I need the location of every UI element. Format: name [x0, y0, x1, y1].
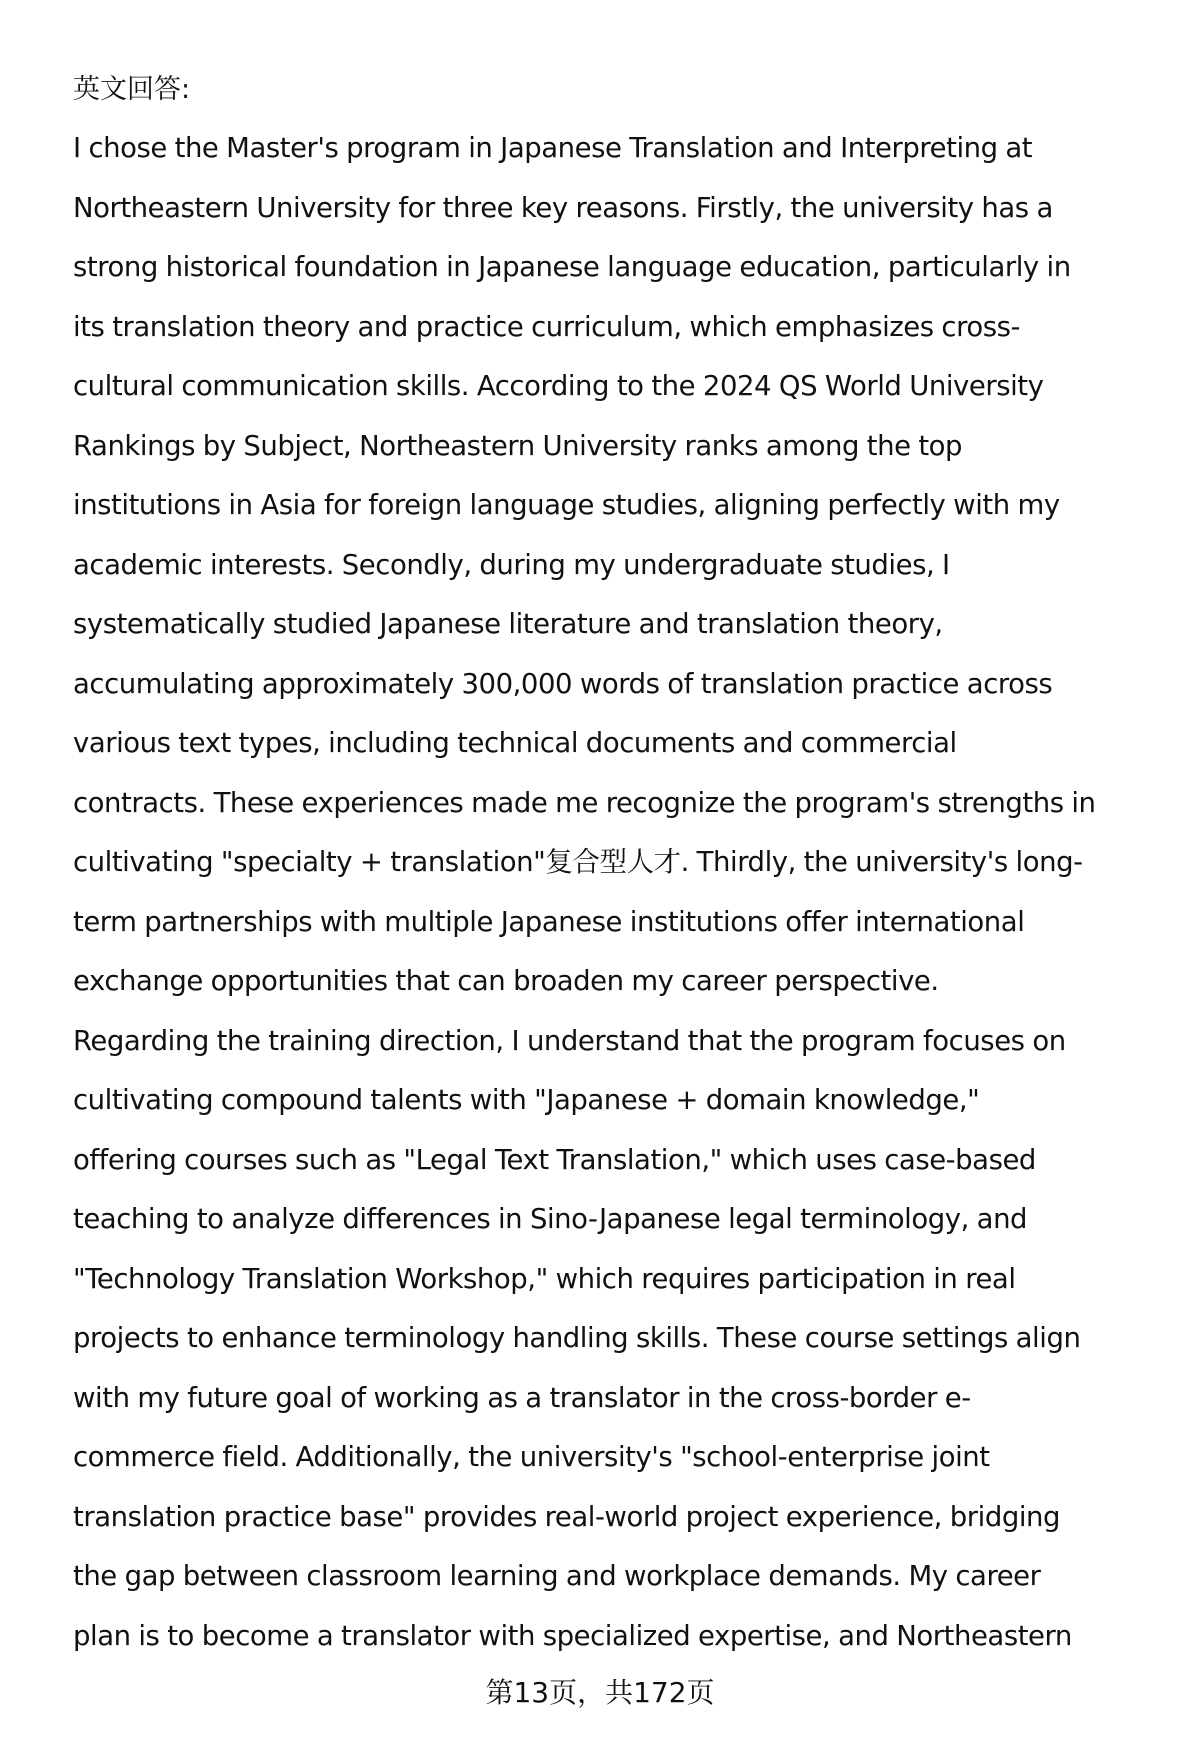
- text-line: plan is to become a translator with specialized expertise, and Northeastern: [73, 1619, 1072, 1652]
- text-line: offering courses such as "Legal Text Translation," which uses case-based: [73, 1143, 1036, 1176]
- text-line: exchange opportunities that can broaden my career perspective.: [73, 965, 939, 997]
- text-line: cultural communication skills. According to the 2024 QS World University: [73, 370, 1044, 402]
- text-line: cultivating compound talents with "Japanese + domain knowledge,": [73, 1084, 980, 1116]
- text-line: commerce field. Additionally, the university's "school-enterprise joint: [73, 1441, 990, 1473]
- text-line: various text types, including technical documents and commercial: [73, 727, 957, 759]
- text-line: Northeastern University for three key reasons. Firstly, the university has a: [73, 191, 1053, 224]
- text-line: teaching to analyze differences in Sino-Japanese legal terminology, and: [73, 1203, 1028, 1235]
- text-line: its translation theory and practice curriculum, which emphasizes cross-: [73, 310, 1020, 343]
- text-line: projects to enhance terminology handling skills. These course settings align: [73, 1322, 1081, 1354]
- text-line: Regarding the training direction, I understand that the program focuses on: [73, 1024, 1066, 1057]
- answer-body: [73, 128, 1193, 1675]
- text-line: "Technology Translation Workshop," which requires participation in real: [73, 1262, 1016, 1295]
- text-line: contracts. These experiences made me recognize the program's strengths in: [73, 786, 1096, 819]
- text-line: accumulating approximately 300,000 words of translation practice across: [73, 667, 1053, 700]
- text-line: cultivating "specialty + translation"复合型人才. Thirdly, the university's long-: [73, 846, 1083, 878]
- text-line: term partnerships with multiple Japanese institutions offer international: [73, 905, 1025, 938]
- text-line: Rankings by Subject, Northeastern University ranks among the top: [73, 429, 963, 462]
- text-line: the gap between classroom learning and workplace demands. My career: [73, 1560, 1041, 1592]
- text-line: academic interests. Secondly, during my undergraduate studies, I: [73, 548, 950, 581]
- text-line: systematically studied Japanese literature and translation theory,: [73, 608, 943, 640]
- text-line: strong historical foundation in Japanese language education, particularly in: [73, 251, 1071, 283]
- section-heading: 英文回答:: [73, 74, 191, 105]
- page-number: 第13页，共172页: [485, 1676, 715, 1709]
- text-line: with my future goal of working as a translator in the cross-border e-: [73, 1381, 971, 1414]
- text-line: translation practice base" provides real-world project experience, bridging: [73, 1500, 1061, 1533]
- text-line: I chose the Master's program in Japanese Translation and Interpreting at: [73, 132, 1033, 164]
- text-line: institutions in Asia for foreign language studies, aligning perfectly with my: [73, 489, 1060, 521]
